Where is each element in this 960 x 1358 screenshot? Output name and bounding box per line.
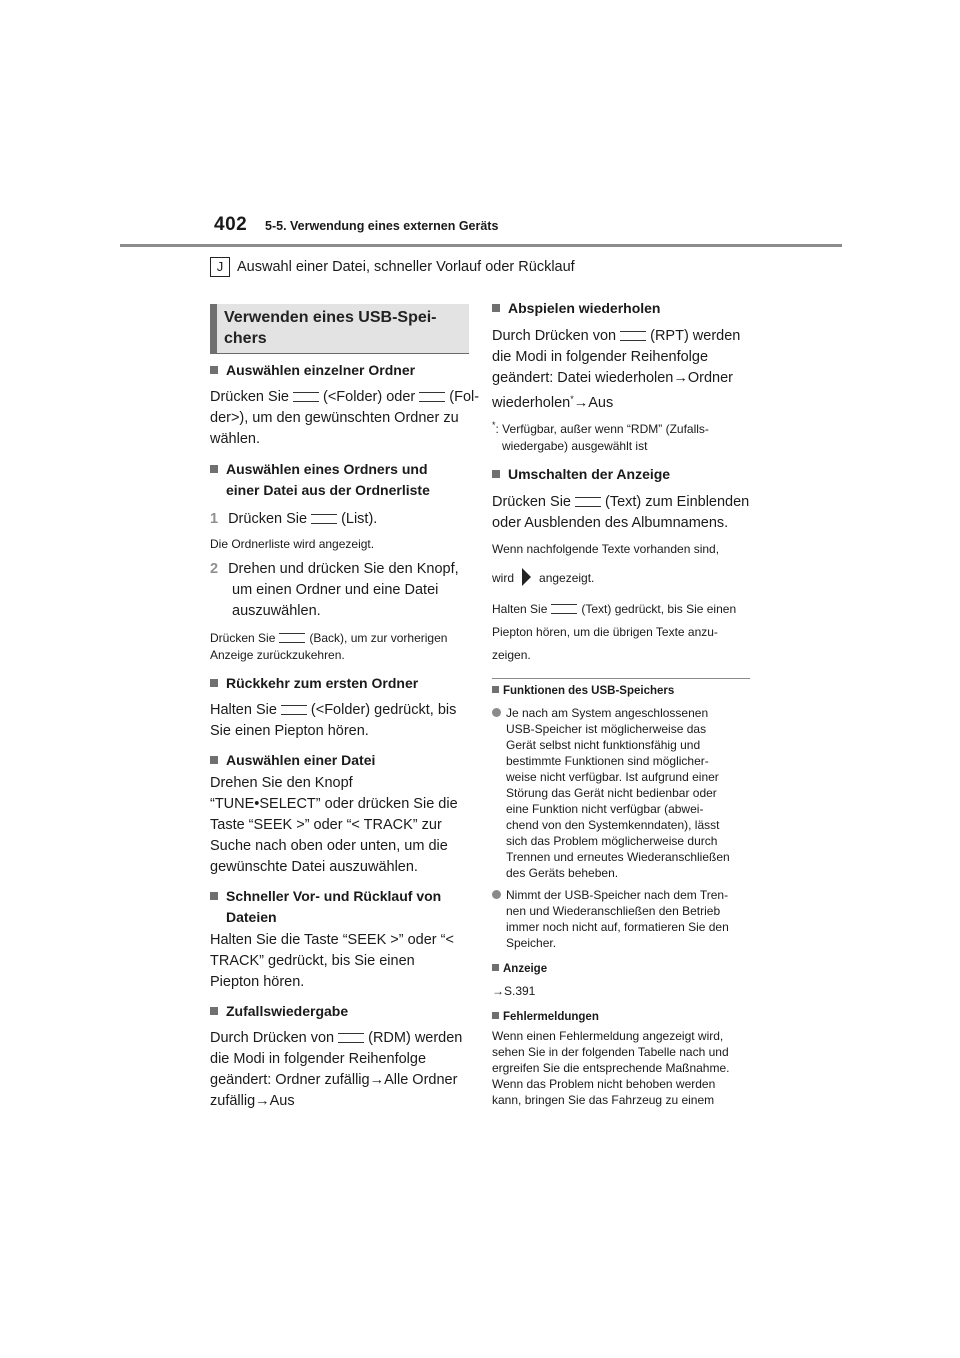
button-icon <box>620 331 646 341</box>
square-bullet-icon <box>492 470 500 478</box>
paragraph: wählen. <box>210 431 260 447</box>
paragraph: Drücken Sie (<Folder) oder (Fol- <box>210 389 480 405</box>
bullet-item <box>492 887 754 951</box>
square-bullet-icon <box>210 465 218 473</box>
button-icon <box>338 1033 364 1043</box>
heading-fast-forward: Schneller Vor- und Rücklauf von <box>210 886 472 907</box>
paragraph: der>), um den gewünschten Ordner zu <box>210 410 459 426</box>
button-icon <box>419 392 445 402</box>
notes-divider <box>492 678 750 679</box>
footnote-cont: wiedergabe) ausgewählt ist <box>502 439 648 453</box>
bullet-text: Je nach am System angeschlossenen USB-Speicher ist möglicherweise das Gerät selbst nicht funktionsfähig und bestimmte Funktionen sind möglicher- weise nicht verfügbar. Ist aufgrund einer Störung das Gerät nicht bedienbar oder eine Funktion nicht verfügbar (abwei- chend von den Systemkenndaten), lässt sich das Problem möglicherweise durch Trennen und erneutes Wiederanschließen des Geräts beheben. <box>506 706 730 880</box>
button-icon <box>279 633 305 643</box>
page-reference: →S.391 <box>492 984 536 998</box>
step-2-cont: um einen Ordner und eine Datei <box>232 582 439 598</box>
step-badge: J <box>210 257 230 277</box>
round-bullet-icon <box>492 890 501 899</box>
notes-heading: Fehlermeldungen <box>492 1009 754 1025</box>
heading-folder-list: Auswählen eines Ordners und <box>210 459 472 480</box>
paragraph: Suche nach oben oder unten, um die <box>210 838 448 854</box>
heading-select-file: Auswählen einer Datei <box>210 750 472 771</box>
heading-fast-forward-cont: Dateien <box>226 909 277 925</box>
note: Halten Sie (Text) gedrückt, bis Sie einen <box>492 602 737 616</box>
paragraph: Drehen Sie den Knopf <box>210 775 353 791</box>
heading-repeat: Abspielen wiederholen <box>492 298 754 319</box>
note: Piepton hören, um die übrigen Texte anzu- <box>492 625 718 639</box>
heading-shuffle: Zufallswiedergabe <box>210 1001 472 1022</box>
intro-text: Auswahl einer Datei, schneller Vorlauf oder Rücklauf <box>237 259 575 275</box>
square-bullet-icon <box>210 756 218 764</box>
paragraph: zufällig→Aus <box>210 1093 295 1109</box>
step-note-cont: Anzeige zurückzukehren. <box>210 648 345 662</box>
button-icon <box>575 497 601 507</box>
note: wird angezeigt. <box>492 568 754 587</box>
paragraph: Halten Sie die Taste “SEEK >” oder “< <box>210 932 454 948</box>
square-bullet-icon <box>210 679 218 687</box>
paragraph: Sie einen Piepton hören. <box>210 723 369 739</box>
paragraph: Durch Drücken von (RDM) werden <box>210 1030 463 1046</box>
paragraph: Taste “SEEK >” oder “< TRACK” zur <box>210 817 442 833</box>
square-bullet-icon <box>492 1012 499 1019</box>
notes-section <box>492 683 754 1108</box>
next-arrow-icon <box>522 568 531 586</box>
paragraph: wiederholen*→Aus <box>492 394 614 411</box>
paragraph: die Modi in folgender Reihenfolge <box>210 1051 427 1067</box>
section-title: 5-5. Verwendung eines externen Geräts <box>265 219 499 233</box>
square-bullet-icon <box>210 892 218 900</box>
step-1: 1 Drücken Sie (List). <box>210 511 378 527</box>
square-bullet-icon <box>210 366 218 374</box>
header-divider <box>120 244 842 247</box>
right-column <box>492 298 754 664</box>
note: zeigen. <box>492 648 531 662</box>
button-icon <box>311 514 337 524</box>
section-heading: Verwenden eines USB-Spei-chers <box>224 309 437 347</box>
note: Wenn nachfolgende Texte vorhanden sind, <box>492 542 720 556</box>
paragraph: “TUNE•SELECT” oder drücken Sie die <box>210 796 458 812</box>
paragraph: Halten Sie (<Folder) gedrückt, bis <box>210 702 457 718</box>
round-bullet-icon <box>492 708 501 717</box>
paragraph: geändert: Datei wiederholen→Ordner <box>492 370 733 386</box>
square-bullet-icon <box>210 1007 218 1015</box>
step-2-cont: auszuwählen. <box>232 603 321 619</box>
paragraph: Piepton hören. <box>210 974 305 990</box>
heading-folder-list-cont: einer Datei aus der Ordnerliste <box>226 482 430 498</box>
paragraph: geändert: Ordner zufällig→Alle Ordner <box>210 1072 458 1088</box>
paragraph: oder Ausblenden des Albumnamens. <box>492 515 729 531</box>
paragraph: Drücken Sie (Text) zum Einblenden <box>492 494 750 510</box>
intro-line <box>210 257 575 277</box>
heading-single-folder: Auswählen einzelner Ordner <box>210 360 472 381</box>
paragraph: die Modi in folgender Reihenfolge <box>492 349 709 365</box>
section-heading-box <box>210 304 469 354</box>
button-icon <box>293 392 319 402</box>
button-icon <box>551 604 577 614</box>
paragraph: Durch Drücken von (RPT) werden <box>492 328 741 344</box>
notes-heading: Anzeige <box>492 961 754 977</box>
heading-display-toggle: Umschalten der Anzeige <box>492 464 754 485</box>
bullet-text: Nimmt der USB-Speicher nach dem Tren- nen und Wiederanschließen den Betrieb immer noch nicht auf, formatieren Sie den Speicher. <box>506 888 729 950</box>
button-icon <box>281 705 307 715</box>
square-bullet-icon <box>492 964 499 971</box>
error-text: Wenn einen Fehlermeldung angezeigt wird, sehen Sie in der folgenden Tabelle nach und ergreifen Sie die entsprechende Maßnahme. Wenn das Problem nicht behoben werden kann, bringen Sie das Fahrzeug zu einem <box>492 1029 730 1107</box>
step-2: 2 Drehen und drücken Sie den Knopf, <box>210 561 459 577</box>
step-note: Die Ordnerliste wird angezeigt. <box>210 537 375 551</box>
footnote: *: Verfügbar, außer wenn “RDM” (Zufalls- <box>492 420 709 436</box>
left-column <box>210 360 480 1112</box>
step-note: Drücken Sie (Back), um zur vorherigen <box>210 631 448 645</box>
notes-heading: Funktionen des USB-Speichers <box>492 683 754 699</box>
paragraph: gewünschte Datei auszuwählen. <box>210 859 418 875</box>
page-number: 402 <box>214 214 248 235</box>
paragraph: TRACK” gedrückt, bis Sie einen <box>210 953 415 969</box>
square-bullet-icon <box>492 304 500 312</box>
heading-first-folder: Rückkehr zum ersten Ordner <box>210 673 472 694</box>
bullet-item <box>492 705 754 881</box>
square-bullet-icon <box>492 686 499 693</box>
